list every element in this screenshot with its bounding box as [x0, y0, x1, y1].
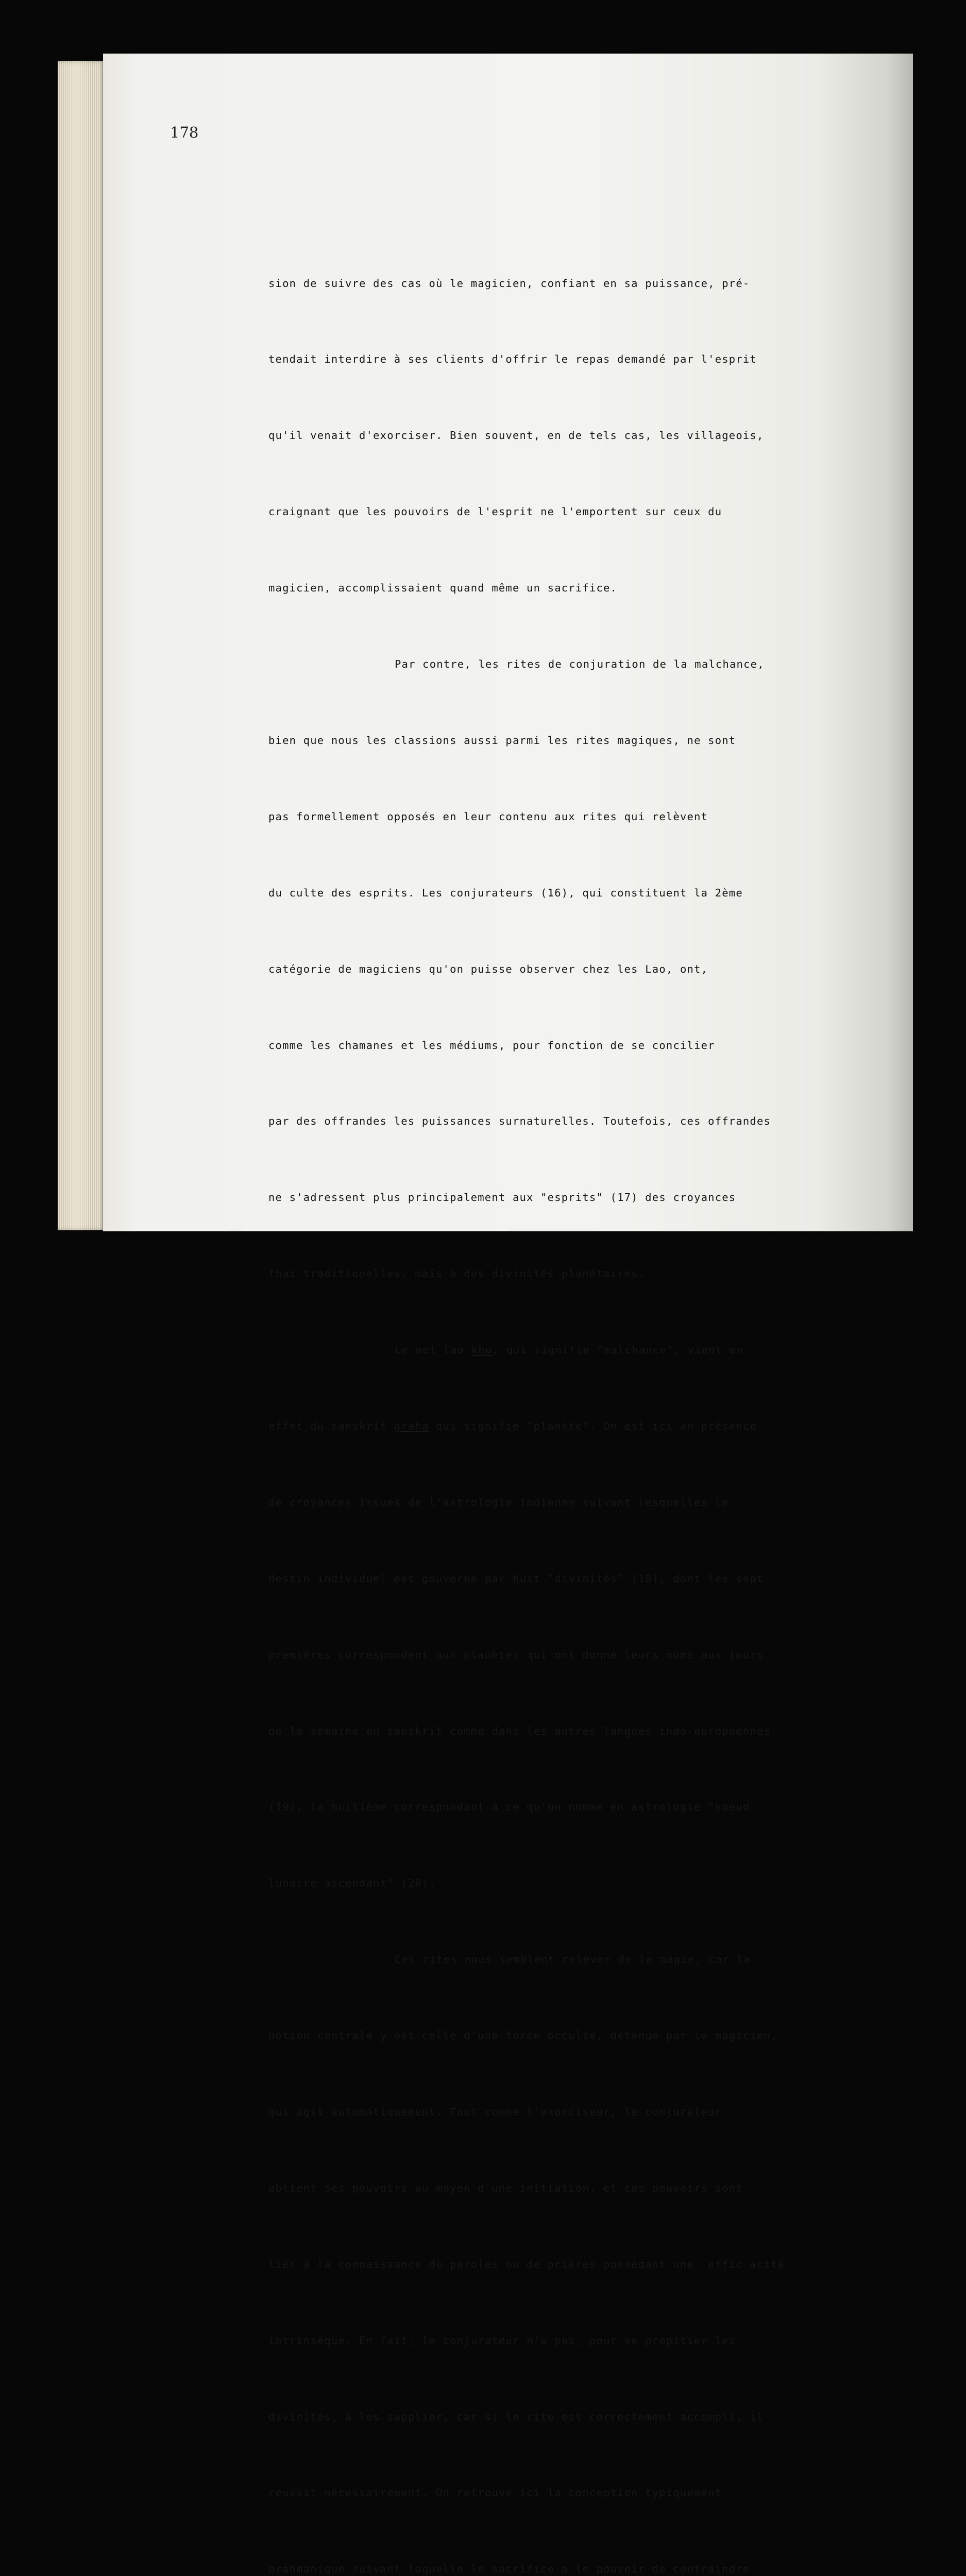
text-line: brâhmanique suivant laquelle le sacrifice a le pouvoir de contraindre	[268, 2563, 750, 2575]
text-line: premières correspondent aux planètes qui ont donné leurs noms aux jours	[268, 1648, 764, 1661]
text-line: craignant que les pouvoirs de l'esprit ne l'emportent sur ceux du	[268, 505, 722, 518]
text-line: divinités, à les supplier, car si le rite est correctement accompli, il	[268, 2410, 764, 2423]
text-line: notion centrale y est celle d'une force occulte, détenue par le magicien,	[268, 2029, 778, 2042]
book-page-edges	[58, 61, 107, 1230]
text-segment: , qui signifie "malchance", vient en	[492, 1344, 744, 1357]
text-line: magicien, accomplissaient quand même un sacrifice.	[268, 582, 618, 595]
text-segment: effet du sanskrit	[268, 1419, 394, 1432]
text-line: liés à la connaissance de paroles ou de prières possédant une effic acité	[268, 2258, 785, 2270]
text-line: obtient ses pouvoirs au moyen d'une initiation, et ces pouvoirs sont	[268, 2181, 743, 2194]
text-line: de la semaine en sanskrit comme dans les autres langues indo-européennes	[268, 1724, 771, 1737]
paragraph-start-line: Ces rites nous semblent relever de la magie, car la	[395, 1953, 751, 1966]
text-line: thai traditionelles, mais à des divinités planétaires.	[268, 1267, 646, 1280]
paragraph-start-line: Par contre, les rites de conjuration de la malchance,	[395, 658, 765, 671]
text-line: tendait interdire à ses clients d'offrir le repas demandé par l'esprit	[268, 353, 757, 366]
page-number: 178	[170, 124, 199, 141]
text-line	[268, 1414, 861, 1439]
text-line: lunaire ascendant" (20).	[268, 1877, 436, 1890]
text-line: du culte des esprits. Les conjurateurs (16), qui constituent la 2ème	[268, 886, 743, 899]
text-line: destin individuel est gouverné par huit "divinités" (18), dont les sept	[268, 1572, 764, 1585]
text-line: qui agit automatiquement. Tout comme l'exorciseur, le conjurateur	[268, 2105, 722, 2118]
underlined-term: kho	[471, 1344, 493, 1357]
text-segment: qui signifie "planète". On est ici en présence	[429, 1419, 757, 1432]
text-line: ne s'adressent plus principalement aux "esprits" (17) des croyances	[268, 1191, 736, 1204]
underlined-term: graha	[394, 1419, 429, 1432]
text-line: pas formellement opposés en leur contenu aux rites qui relèvent	[268, 810, 708, 823]
text-line: intrinsèque. En fait, le conjurateur n'a pas, pour se propitier les	[268, 2334, 736, 2347]
text-segment: Le mot lao	[395, 1344, 471, 1357]
text-line: réussit nécessairement. On retrouve ici la conception typiquement	[268, 2486, 722, 2499]
text-line: bien que nous les classions aussi parmi les rites magiques, ne sont	[268, 734, 736, 747]
text-line: qu'il venait d'exorciser. Bien souvent, en de tels cas, les villageois,	[268, 429, 764, 442]
body-text	[268, 220, 861, 2576]
text-line: par des offrandes les puissances surnaturelles. Toutefois, ces offrandes	[268, 1115, 771, 1128]
text-line: sion de suivre des cas où le magicien, confiant en sa puissance, pré-	[268, 277, 750, 290]
text-line: comme les chamanes et les médiums, pour fonction de se concilier	[268, 1039, 715, 1052]
text-line: catégorie de magiciens qu'on puisse observer chez les Lao, ont,	[268, 962, 708, 975]
text-line: de croyances issues de l'astrologie indienne suivant lesquelles le	[268, 1496, 729, 1509]
text-line: (19), la huitième correspondant à ce qu'on nomme en astrologie "noeud	[268, 1801, 750, 1814]
paragraph-start-line	[268, 1337, 861, 1363]
